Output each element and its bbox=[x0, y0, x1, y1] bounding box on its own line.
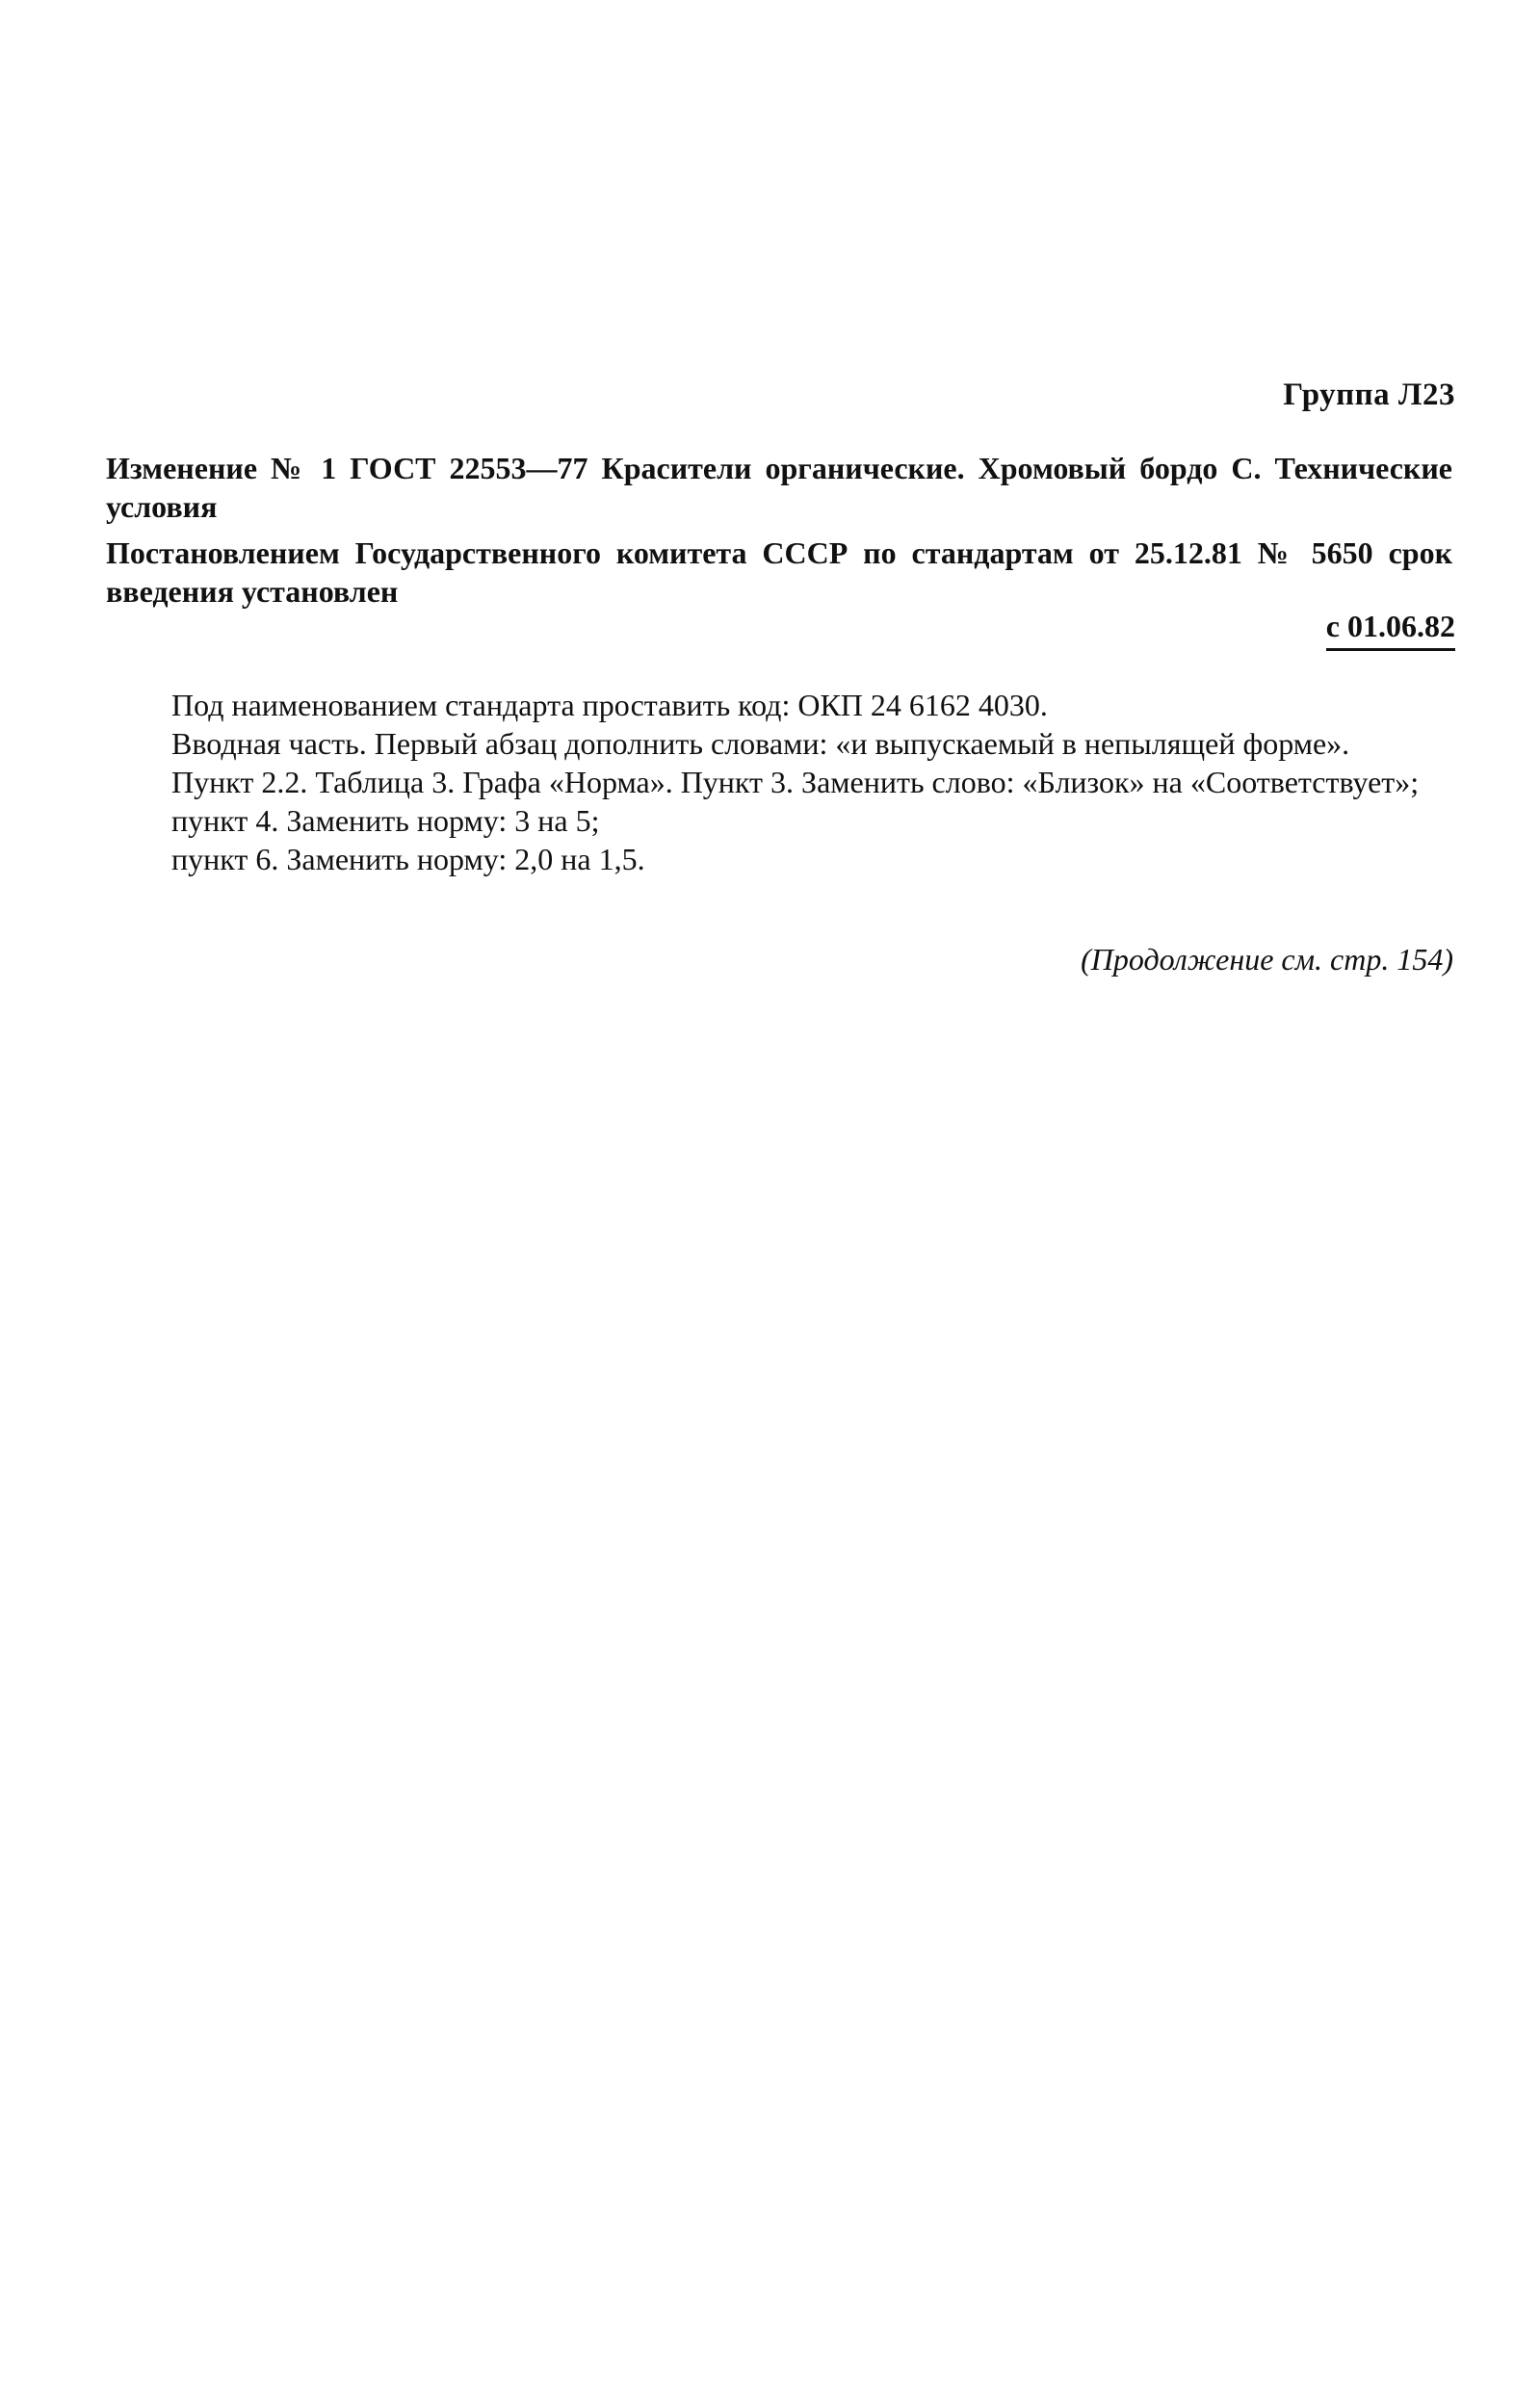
group-code: Группа Л23 bbox=[1283, 378, 1455, 412]
body-paragraph: пункт 6. Заменить норму: 2,0 на 1,5. bbox=[171, 842, 645, 876]
body-paragraph: Под наименованием стандарта проставить код: ОКП 24 6162 4030. bbox=[171, 688, 1048, 722]
decree-text: Постановлением Государственного комитета СССР по стандартам от 25.12.81 № 5650 срок введения установлен bbox=[106, 535, 1452, 609]
amendment-body bbox=[106, 686, 1452, 878]
body-paragraph: пункт 4. Заменить норму: 3 на 5; bbox=[171, 803, 600, 838]
effective-date: с 01.06.82 bbox=[1326, 609, 1455, 651]
body-paragraph: Вводная часть. Первый абзац дополнить словами: «и выпускаемый в непылящей форме». bbox=[171, 726, 1350, 761]
amendment-title: Изменение № 1 ГОСТ 22553—77 Красители органические. Хромовый бордо С. Технические условия bbox=[106, 451, 1452, 524]
body-paragraph: Пункт 2.2. Таблица 3. Графа «Норма». Пункт 3. Заменить слово: «Близок» на «Соответствует»; bbox=[171, 765, 1420, 799]
continuation-note: (Продолжение см. стр. 154) bbox=[1081, 942, 1453, 977]
